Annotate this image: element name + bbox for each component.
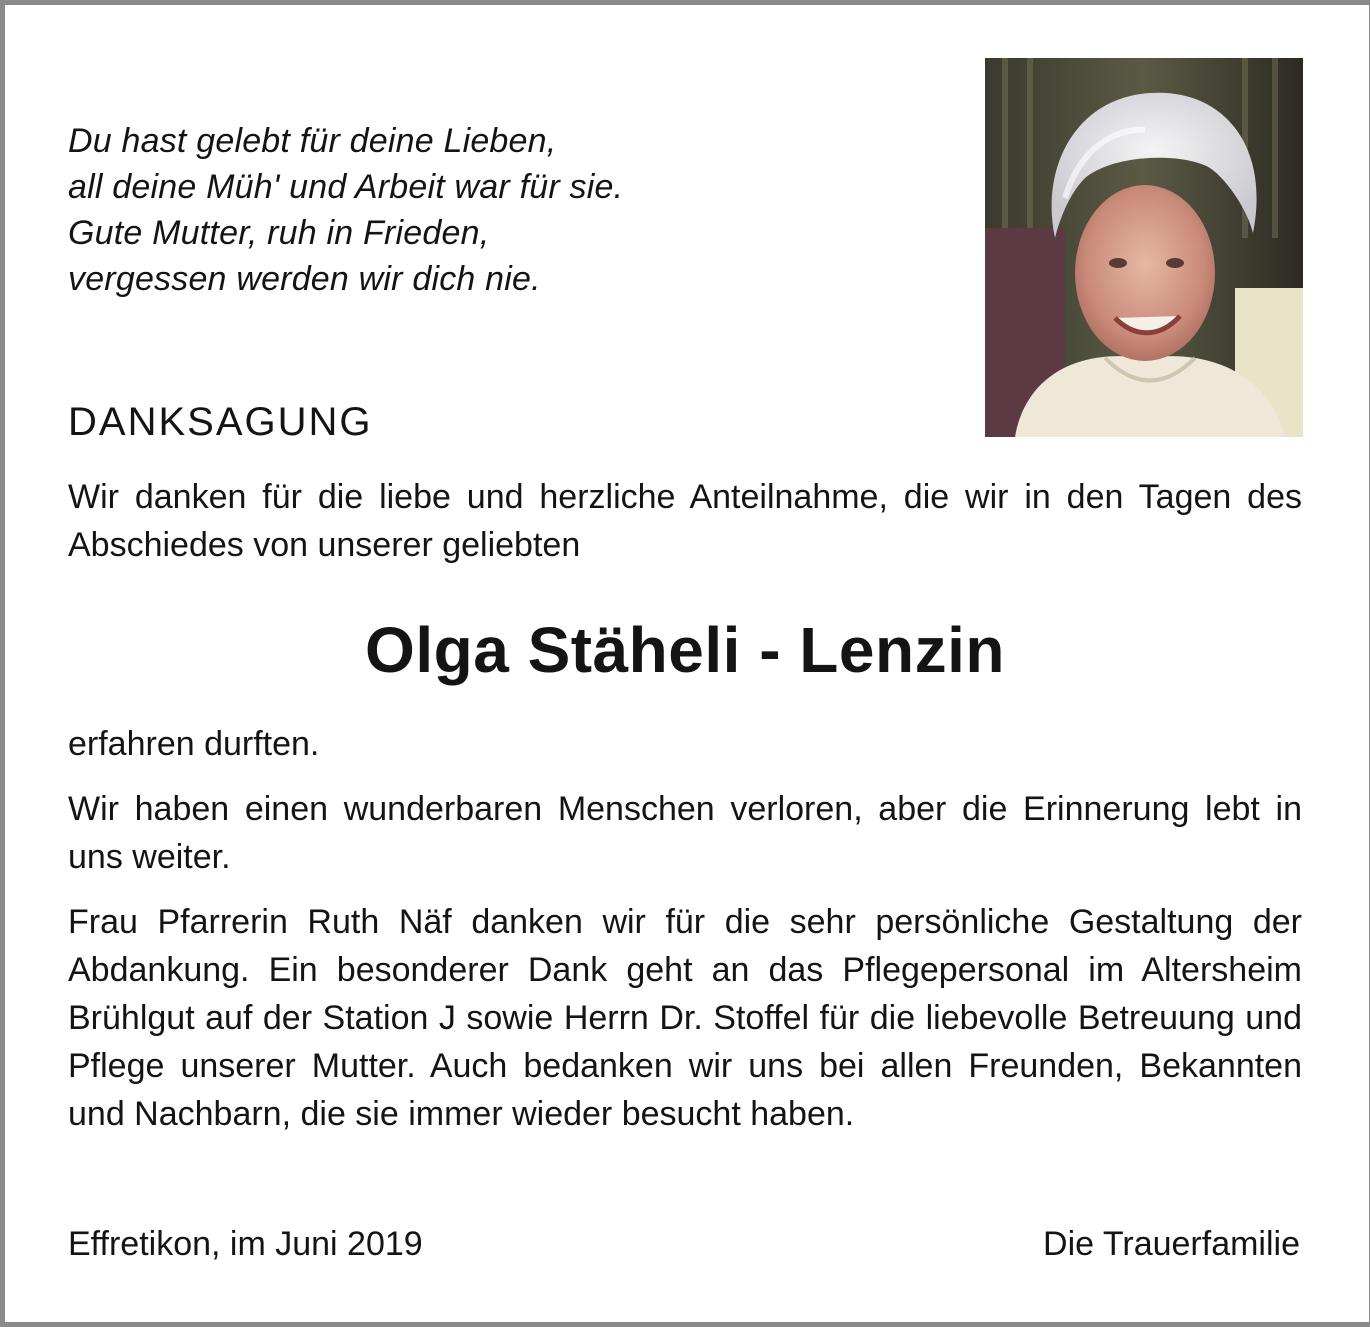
signature: Die Trauerfamilie bbox=[1043, 1225, 1300, 1263]
place-date: Effretikon, im Juni 2019 bbox=[68, 1225, 423, 1263]
after-name-text: erfahren durften. bbox=[68, 725, 320, 763]
poem-line: Gute Mutter, ruh in Frieden, bbox=[68, 214, 490, 252]
poem-line: vergessen werden wir dich nie. bbox=[68, 260, 541, 298]
portrait-photo bbox=[985, 58, 1303, 437]
intro-paragraph: Wir danken für die liebe und herzliche Anteilnahme, die wir in den Tagen des Abschiedes von unserer geliebten bbox=[68, 478, 1302, 564]
notice-heading: DANKSAGUNG bbox=[68, 400, 373, 444]
poem-line: all deine Müh' und Arbeit war für sie. bbox=[68, 168, 624, 206]
thanks-paragraph: Frau Pfarrerin Ruth Näf danken wir für die sehr persönliche Gestaltung der Abdankung. Ein besonderer Dank geht an das Pflegepersonal im Altersheim Brühlgut auf der Station J sowie Herrn Dr. Stoffel für die liebevolle Betreuung und Pflege unserer Mutter. Auch bedanken wir uns bei allen Freunden, Bekannten und Nachbarn, die sie immer wieder besucht haben. bbox=[68, 903, 1302, 1133]
deceased-name: Olga Stäheli - Lenzin bbox=[365, 614, 1005, 686]
memorial-poem bbox=[68, 118, 623, 302]
poem-line: Du hast gelebt für deine Lieben, bbox=[68, 122, 557, 160]
loss-paragraph: Wir haben einen wunderbaren Menschen verloren, aber die Erinnerung lebt in uns weiter. bbox=[68, 790, 1302, 876]
